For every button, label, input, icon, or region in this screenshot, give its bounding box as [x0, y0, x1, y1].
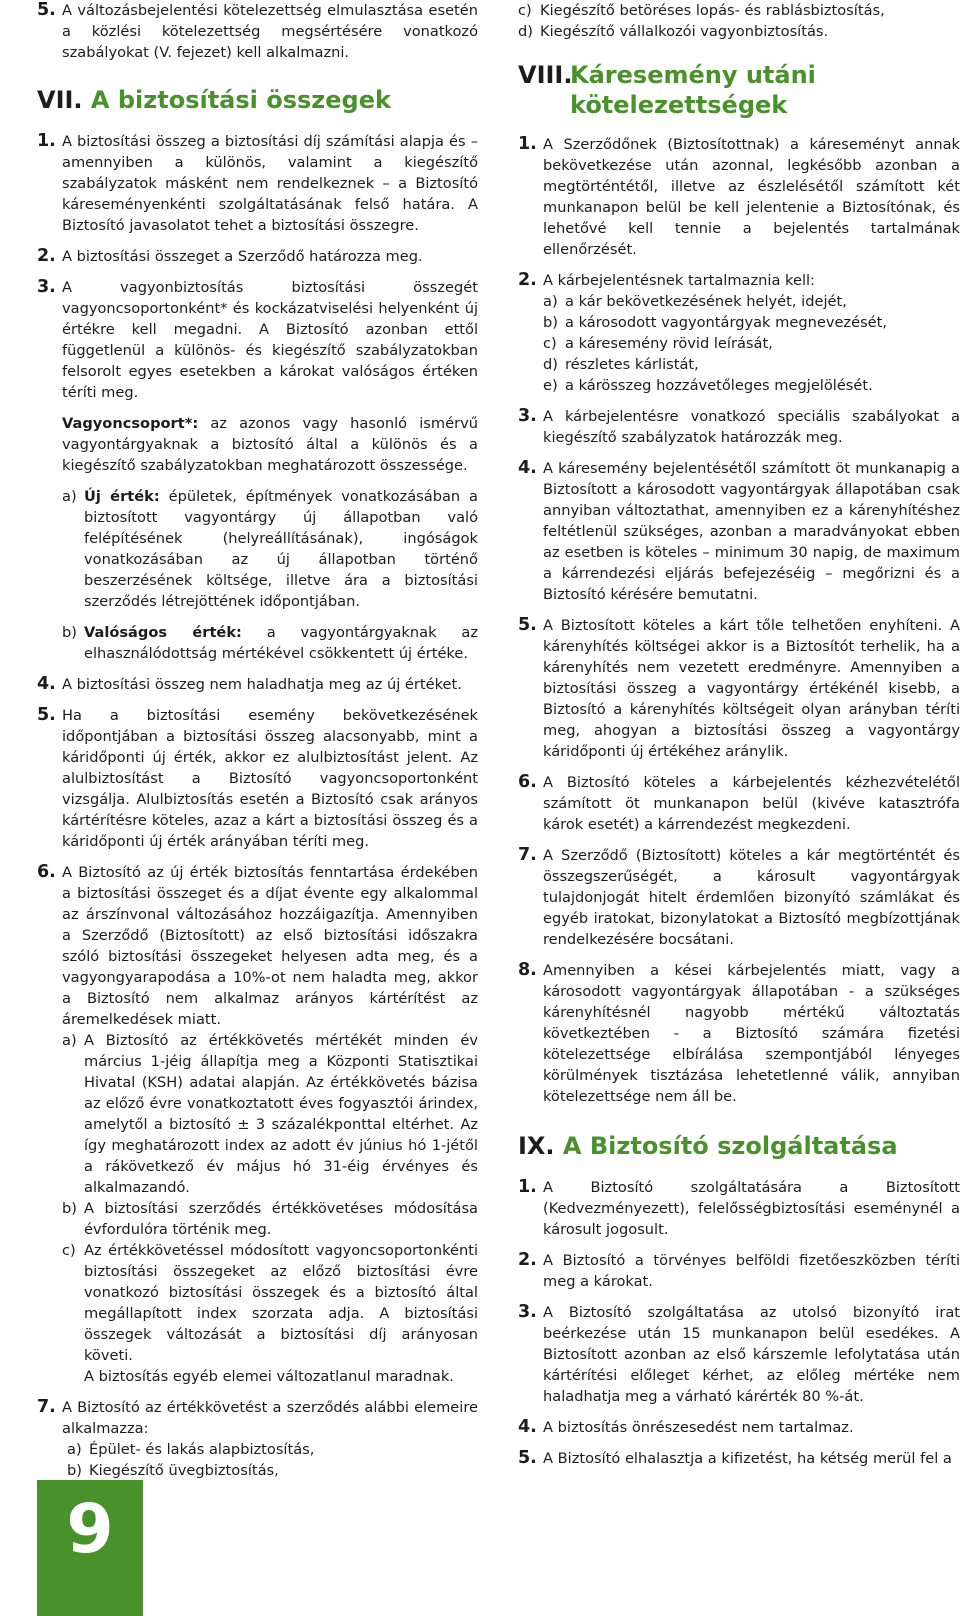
sub-item [62, 1030, 478, 1198]
item-text: A Biztosított köteles a kárt tőle telhetően enyhíteni. A kárenyhítés költségei akkor is a Biztosítót terhelik, ha a kárenyhítés nem vezetett eredményre. Amennyiben a biztosítási összeg a vagyontárgy értékénél kisebb, a Biztosító a kárenyhítés költségeit olyan arányban téríti meg, ahogyan a biztosítási összeg a vagyontárgy káridőponti új értékéhez aránylik. [543, 617, 960, 760]
section-title: A biztosítási összegek [90, 86, 391, 114]
item-5 [518, 615, 960, 762]
item-text: A kárbejelentésre vonatkozó speciális szabályokat a kiegészítő szabályzatok határozzák meg. [543, 408, 960, 446]
item-text: A kárbejelentésnek tartalmaznia kell: [543, 272, 815, 289]
sub-text: a kár bekövetkezésének helyét, idejét, [565, 293, 847, 310]
sub-item [543, 375, 960, 396]
sub-item [67, 1439, 478, 1460]
page-number: 9 [66, 1490, 114, 1569]
item-6 [37, 862, 478, 1387]
item-1 [37, 131, 478, 236]
item-4 [518, 1417, 960, 1438]
sub-letter: e) [543, 377, 558, 394]
section-number: VII. [37, 86, 83, 114]
sub-letter: c) [62, 1242, 76, 1259]
definition-label: Új érték: [84, 488, 160, 505]
sub-item [67, 1460, 478, 1481]
item-text: A Biztosító köteles a kárbejelentés kézhezvételétől számított öt munkanapon belül (kivéve katasztrófa károk esetét) a kárrendezést megkezdeni. [543, 774, 960, 833]
section-heading-viii [518, 60, 960, 120]
left-column [37, 0, 478, 1491]
item-number: 4. [518, 1417, 537, 1437]
section-title: A Biztosító szolgáltatása [562, 1132, 898, 1160]
item-4 [518, 458, 960, 605]
item-number: 1. [37, 131, 56, 151]
item-7 [37, 1397, 478, 1481]
item-5 [37, 0, 478, 63]
section-title-line: kötelezettségek [570, 91, 788, 119]
sub-text: Kiegészítő vállalkozói vagyonbiztosítás. [540, 23, 829, 40]
item-number: 2. [518, 270, 537, 290]
item-text: Ha a biztosítási esemény bekövetkezésének időpontjában a biztosítási összeg alacsonyabb, mint a káridőponti új érték, akkor ez alulbiztosítást jelent. Az alulbiztosítást a Biztosító vagyoncsoportonként vizsgálja. Alulbiztosítás esetén a Biztosító csak arányos kártérítésre köteles, azaz a kárt a biztosítási összeg és a káridőponti új érték arányában téríti meg. [62, 707, 478, 850]
item-1 [518, 134, 960, 260]
item-tail: A biztosítás egyéb elemei változatlanul maradnak. [84, 1368, 454, 1385]
item-number: 5. [37, 0, 56, 20]
section-number: IX. [518, 1132, 555, 1160]
sub-letter: b) [543, 314, 558, 331]
sub-text: A Biztosító az értékkövetés mértékét minden év március 1-jéig állapítja meg a Központi Statisztikai Hivatal (KSH) adatai alapján. Az értékkövetés bázisa az előző évre vonatkoztatott éves fogyasztói árindex, amelytől a biztosító ± 3 százalékponttal eltérhet. Az így meghatározott index az adott év június hó 1-jétől a rákövetkező év május hó 31-éig érvényes és alkalmazandó. [84, 1032, 478, 1196]
item-text: A vagyonbiztosítás biztosítási összegét vagyoncsoportonként* és kockázatviselési helyenként új értékre kell megadni. A Biztosító azonban ettől függetlenül a különös- és kiegészítő szabályzatokban felsorolt egyes esetekben a károkat valóságos értéken téríti meg. [62, 279, 478, 401]
sub-item [62, 1240, 478, 1366]
item-text: A Biztosító az értékkövetést a szerződés alábbi elemeire alkalmazza: [62, 1399, 478, 1437]
definition-text: az azonos vagy hasonló ismérvű vagyontárgyaknak a biztosító által a különös és a kiegészítő szabályzatokban meghatározott összessége. [62, 415, 478, 474]
item-number: 6. [518, 772, 537, 792]
definition-vagyoncsoport [62, 413, 478, 476]
section-heading-vii [37, 85, 478, 115]
item-5b [37, 705, 478, 852]
definition-label: Valóságos érték: [84, 624, 242, 641]
item-text: A biztosítás önrészesedést nem tartalmaz. [543, 1419, 854, 1436]
item-number: 7. [518, 845, 537, 865]
sub-item [543, 291, 960, 312]
section-title-line: Káresemény utáni [570, 61, 816, 89]
item-3 [37, 277, 478, 664]
item-number: 1. [518, 134, 537, 154]
item-text: A Biztosító szolgáltatása az utolsó bizonyító irat beérkezése után 15 munkanapon belül esedékes. A Biztosított azonban az első kárszemle lefolytatása után kártérítési előleget kérhet, az előleg mértéke nem haladhatja meg a várható kárérték 80 %-át. [543, 1304, 960, 1405]
item-text: A biztosítási összeg a biztosítási díj számítási alapja és – amennyiben a különös, valamint a kiegészítő szabályzatok másként nem rendelkeznek – a Biztosító káreseményenkénti szolgáltatásának felső határa. A Biztosító javasolatot tehet a biztosítási összegre. [62, 133, 478, 234]
section-heading-ix [518, 1131, 960, 1161]
item-number: 8. [518, 960, 537, 980]
item-number: 3. [518, 406, 537, 426]
definition-text: épületek, építmények vonatkozásában a biztosított vagyontárgy új állapotban való felépítésének (helyreállításának), ingóságok vonatkozásában az új állapotban történő beszerzésének költsége, illetve ára a biztosítási szerződés létrejöttének időpontjában. [84, 488, 478, 610]
sub-item [62, 1198, 478, 1240]
definition-text: a vagyontárgyaknak az elhasználódottság mértékével csökkentett új értéke. [84, 624, 478, 662]
item-text: A Biztosító szolgáltatására a Biztosított (Kedvezményezett), felelősségbiztosítási eseménynél a károsult jogosult. [543, 1179, 960, 1238]
item-text: A Biztosító a törvényes belföldi fizetőeszközben téríti meg a károkat. [543, 1252, 960, 1290]
sub-text: Kiegészítő üvegbiztosítás, [89, 1462, 279, 1479]
sub-letter: b) [62, 624, 77, 641]
item-2 [37, 246, 478, 267]
sub-letter: b) [67, 1462, 82, 1479]
item-2 [518, 270, 960, 396]
sub-letter: a) [62, 488, 77, 505]
item-number: 3. [518, 1302, 537, 1322]
definition-valosagos-ertek [62, 622, 478, 664]
sub-item [543, 333, 960, 354]
sub-text: részletes kárlistát, [565, 356, 699, 373]
item-text: A változásbejelentési kötelezettség elmulasztása esetén a közlési kötelezettség megsértésére vonatkozó szabályokat (V. fejezet) kell alkalmazni. [62, 2, 478, 61]
item-number: 5. [37, 705, 56, 725]
sub-text: Kiegészítő betöréses lopás- és rablásbiztosítás, [540, 2, 885, 19]
sub-item [543, 354, 960, 375]
item-7 [518, 845, 960, 950]
item-number: 3. [37, 277, 56, 297]
right-column [518, 0, 960, 1479]
sub-text: a károsodott vagyontárgyak megnevezését, [565, 314, 888, 331]
sub-letter: a) [67, 1441, 82, 1458]
sub-letter: a) [62, 1032, 77, 1049]
item-number: 4. [37, 674, 56, 694]
item-4 [37, 674, 478, 695]
item-number: 5. [518, 1448, 537, 1468]
item-3 [518, 406, 960, 448]
item-number: 1. [518, 1177, 537, 1197]
sub-text: A biztosítási szerződés értékkövetéses módosítása évfordulóra történik meg. [84, 1200, 478, 1238]
sub-text: a káresemény rövid leírását, [565, 335, 773, 352]
item-text: A biztosítási összeg nem haladhatja meg az új értéket. [62, 676, 462, 693]
sub-text: Épület- és lakás alapbiztosítás, [89, 1441, 315, 1458]
sub-item [518, 0, 960, 21]
item-number: 4. [518, 458, 537, 478]
sub-text: Az értékkövetéssel módosított vagyoncsoportonkénti biztosítási összegeket az előző biztosítási évre vonatkozó biztosítási összegek és a biztosító által megállapított index szorzata adja. A biztosítási összegek változását a biztosítási díj arányosan követi. [84, 1242, 478, 1364]
item-text: A Biztosító az új érték biztosítás fenntartása érdekében a biztosítási összeget és a díjat évente egy alkalommal az árszínvonal változásához hozzáigazítja. Amennyiben a Szerződő (Biztosított) az első biztosítási időszakra szóló biztosítási összegeket helyesen adta meg, és a vagyongyarapodása a 10%-ot nem haladta meg, akkor a Biztosító nem alkalmaz arányos kártérítést az áremelkedések miatt. [62, 864, 478, 1028]
item-1 [518, 1177, 960, 1240]
sub-letter: d) [518, 23, 533, 40]
item-text: A Biztosító elhalasztja a kifizetést, ha kétség merül fel a [543, 1450, 952, 1467]
item-2 [518, 1250, 960, 1292]
sub-letter: a) [543, 293, 558, 310]
item-text: A Szerződő (Biztosított) köteles a kár megtörténtét és összegszerűségét, a károsult vagyontárgyak tulajdonjogát hitelt érdemlően bizonyító számlákat és egyéb iratokat, bizonylatokat a Biztosító megbízottjának rendelkezésére bocsátani. [543, 847, 960, 948]
definition-uj-ertek [62, 486, 478, 612]
item-6 [518, 772, 960, 835]
item-5 [518, 1448, 960, 1469]
definition-label: Vagyoncsoport*: [62, 415, 199, 432]
page-number-box [37, 1480, 143, 1616]
sub-item [518, 21, 960, 42]
item-number: 5. [518, 615, 537, 635]
item-number: 7. [37, 1397, 56, 1417]
section-number: VIII. [518, 61, 573, 89]
item-number: 2. [37, 246, 56, 266]
sub-letter: d) [543, 356, 558, 373]
item-text: A káresemény bejelentésétől számított öt munkanapig a Biztosított a károsodott vagyontárgyak állapotában csak annyiban változtathat, amennyiben ez a kárenyhítéshez feltétlenül szükséges, azonban a maradványokat ebben az esetben is köteles – minimum 30 napig, de maximum a kárrendezési eljárás befejezéséig – megőrizni és a Biztosító kérésére bemutatni. [543, 460, 960, 603]
sub-letter: c) [518, 2, 532, 19]
item-8 [518, 960, 960, 1107]
item-text: Amennyiben a kései kárbejelentés miatt, vagy a károsodott vagyontárgyak állapotában - a szükséges kárenyhítésnél nagyobb mértékű változtatás következtében - a Biztosító számára fizetési kötelezettsége elbírálása szempontjából lényeges körülmények tisztázása lehetetlenné válik, annyiban kötelezettsége nem áll be. [543, 962, 960, 1105]
item-3 [518, 1302, 960, 1407]
sub-item [543, 312, 960, 333]
item-number: 6. [37, 862, 56, 882]
sub-letter: c) [543, 335, 557, 352]
sub-letter: b) [62, 1200, 77, 1217]
item-text: A Szerződőnek (Biztosítottnak) a káreseményt annak bekövetkezése után azonnal, legkésőbb azonban a megtörténtétől, illetve az észlelésétől számított két munkanapon belül be kell jelentenie a Biztosítónak, és lehetővé kell tennie a bejelentés tartalmának ellenőrzését. [543, 136, 960, 258]
item-number: 2. [518, 1250, 537, 1270]
item-text: A biztosítási összeget a Szerződő határozza meg. [62, 248, 423, 265]
sub-text: a kárösszeg hozzávetőleges megjelölését. [565, 377, 873, 394]
